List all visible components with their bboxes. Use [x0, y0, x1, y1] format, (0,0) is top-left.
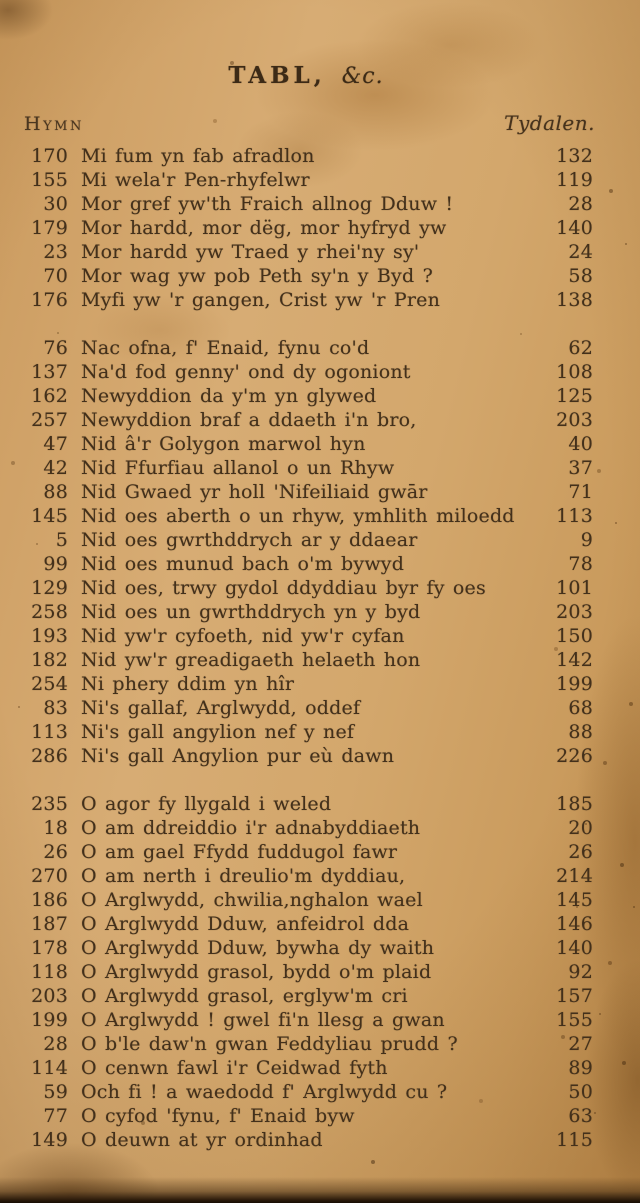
table-row	[0, 552, 640, 576]
page-number: 199	[556, 673, 593, 695]
page-number: 9	[580, 529, 593, 551]
table-row	[0, 840, 640, 864]
first-line: Mor hardd yw Traed y rhei'ny sy'	[81, 241, 420, 263]
hymn-number: 77	[43, 1105, 68, 1127]
page-number: 226	[556, 745, 593, 767]
table-row	[0, 816, 640, 840]
first-line: Nid Gwaed yr holl 'Nifeiliaid gwār	[81, 481, 428, 503]
table-row	[0, 648, 640, 672]
hymn-number: 199	[31, 1009, 68, 1031]
table-row	[0, 432, 640, 456]
table-row	[0, 864, 640, 888]
table-row	[0, 384, 640, 408]
page-number: 50	[568, 1081, 593, 1103]
first-line: Ni's gall angylion nef y nef	[81, 721, 355, 743]
first-line: O Arglwydd grasol, bydd o'm plaid	[81, 961, 432, 983]
hymn-number: 30	[43, 193, 68, 215]
first-line: Nid yw'r greadigaeth helaeth hon	[81, 649, 421, 671]
page-number: 63	[568, 1105, 593, 1127]
table-row	[0, 1032, 640, 1056]
page-number: 119	[556, 169, 593, 191]
page-title-main: TABL,	[228, 62, 326, 89]
table-row	[0, 576, 640, 600]
first-line: O am gael Ffydd fuddugol fawr	[81, 841, 398, 863]
hymn-column-header: Hymn	[24, 113, 84, 135]
first-line: Nac ofna, f' Enaid, fynu co'd	[81, 337, 370, 359]
first-line: Ni phery ddim yn hîr	[81, 673, 295, 695]
first-line: Mor wag yw pob Peth sy'n y Byd ?	[81, 265, 433, 287]
page-number: 101	[556, 577, 593, 599]
table-row	[0, 792, 640, 816]
page-number: 24	[568, 241, 593, 263]
table-row	[0, 360, 640, 384]
hymn-number: 149	[31, 1129, 68, 1151]
page-number: 28	[568, 193, 593, 215]
page-title-etc: &c.	[341, 64, 384, 89]
page-number: 115	[556, 1129, 593, 1151]
first-line: O cenwn fawl i'r Ceidwad fyth	[81, 1057, 388, 1079]
hymn-number: 59	[43, 1081, 68, 1103]
first-line: Na'd fod genny' ond dy ogoniont	[81, 361, 411, 383]
hymn-number: 114	[31, 1057, 68, 1079]
first-line: Nid oes aberth o un rhyw, ymhlith miloedd	[81, 505, 515, 527]
table-row	[0, 1104, 640, 1128]
first-line: O Arglwydd Dduw, bywha dy waith	[81, 937, 435, 959]
page-number: 150	[556, 625, 593, 647]
page-number: 140	[556, 937, 593, 959]
table-row	[0, 624, 640, 648]
page-number: 78	[568, 553, 593, 575]
page-number: 113	[556, 505, 593, 527]
first-line: O Arglwydd, chwilia,nghalon wael	[81, 889, 423, 911]
page-number: 20	[568, 817, 593, 839]
hymn-number: 182	[31, 649, 68, 671]
first-line: O cyfod 'fynu, f' Enaid byw	[81, 1105, 355, 1127]
table-row	[0, 504, 640, 528]
first-line: Nid oes un gwrthddrych yn y byd	[81, 601, 421, 623]
hymn-number: 186	[31, 889, 68, 911]
first-line: O agor fy llygald i weled	[81, 793, 332, 815]
page-number: 140	[556, 217, 593, 239]
column-headers	[0, 111, 640, 135]
hymn-number: 83	[43, 697, 68, 719]
first-line: Nid oes, trwy gydol ddyddiau byr fy oes	[81, 577, 486, 599]
first-line: O Arglwydd Dduw, anfeidrol dda	[81, 913, 410, 935]
hymn-table-body	[0, 144, 640, 1152]
hymn-number: 179	[31, 217, 68, 239]
hymn-number: 254	[31, 673, 68, 695]
page-number: 26	[568, 841, 593, 863]
hymn-number: 270	[31, 865, 68, 887]
page-number: 58	[568, 265, 593, 287]
hymn-number: 176	[31, 289, 68, 311]
table-row	[0, 168, 640, 192]
page-number: 142	[556, 649, 593, 671]
hymn-number: 155	[31, 169, 68, 191]
first-line: O b'le daw'n gwan Feddyliau prudd ?	[81, 1033, 458, 1055]
table-row	[0, 696, 640, 720]
page-number: 132	[556, 145, 593, 167]
table-row	[0, 480, 640, 504]
table-row	[0, 1128, 640, 1152]
table-row	[0, 408, 640, 432]
page-number: 89	[568, 1057, 593, 1079]
first-line: Newyddion da y'm yn glywed	[81, 385, 377, 407]
table-row	[0, 144, 640, 168]
first-line: Mor hardd, mor dëg, mor hyfryd yw	[81, 217, 447, 239]
table-row	[0, 936, 640, 960]
table-row	[0, 264, 640, 288]
hymn-group	[0, 792, 640, 1152]
hymn-number: 162	[31, 385, 68, 407]
table-row	[0, 888, 640, 912]
first-line: Nid yw'r cyfoeth, nid yw'r cyfan	[81, 625, 405, 647]
page-number: 157	[556, 985, 593, 1007]
hymn-number: 118	[31, 961, 68, 983]
table-row	[0, 600, 640, 624]
first-line: Nid oes gwrthddrych ar y ddaear	[81, 529, 418, 551]
page-number: 138	[556, 289, 593, 311]
page-number: 146	[556, 913, 593, 935]
hymn-number: 28	[43, 1033, 68, 1055]
first-line: O deuwn at yr ordinhad	[81, 1129, 323, 1151]
table-row	[0, 216, 640, 240]
table-row	[0, 288, 640, 312]
hymn-number: 286	[31, 745, 68, 767]
hymn-number: 129	[31, 577, 68, 599]
hymn-number: 203	[31, 985, 68, 1007]
hymn-number: 99	[43, 553, 68, 575]
hymn-number: 88	[43, 481, 68, 503]
hymn-number: 257	[31, 409, 68, 431]
first-line: Mi wela'r Pen-rhyfelwr	[81, 169, 310, 191]
table-row	[0, 456, 640, 480]
page-number: 203	[556, 601, 593, 623]
hymn-number: 137	[31, 361, 68, 383]
page-number: 125	[556, 385, 593, 407]
hymn-number: 18	[43, 817, 68, 839]
page-title	[0, 62, 626, 89]
hymn-number: 26	[43, 841, 68, 863]
table-row	[0, 240, 640, 264]
table-row	[0, 1056, 640, 1080]
hymn-number: 145	[31, 505, 68, 527]
table-row	[0, 672, 640, 696]
hymn-number: 258	[31, 601, 68, 623]
first-line: Nid â'r Golygon marwol hyn	[81, 433, 366, 455]
table-row	[0, 528, 640, 552]
page-number: 62	[568, 337, 593, 359]
hymn-number: 235	[31, 793, 68, 815]
hymn-number: 70	[43, 265, 68, 287]
first-line: O Arglwydd grasol, erglyw'm cri	[81, 985, 408, 1007]
table-row	[0, 336, 640, 360]
hymn-number: 193	[31, 625, 68, 647]
hymn-number: 23	[43, 241, 68, 263]
page-column-header: Tydalen.	[504, 111, 595, 135]
page-number: 185	[556, 793, 593, 815]
hymn-number: 47	[43, 433, 68, 455]
first-line: Mi fum yn fab afradlon	[81, 145, 315, 167]
page-number: 71	[568, 481, 593, 503]
table-row	[0, 984, 640, 1008]
table-row	[0, 744, 640, 768]
table-row	[0, 1008, 640, 1032]
page-number: 27	[568, 1033, 593, 1055]
hymn-number: 170	[31, 145, 68, 167]
first-line: Nid oes munud bach o'm bywyd	[81, 553, 405, 575]
first-line: Ni's gall Angylion pur eù dawn	[81, 745, 395, 767]
table-row	[0, 960, 640, 984]
page-number: 108	[556, 361, 593, 383]
table-row	[0, 912, 640, 936]
page-number: 40	[568, 433, 593, 455]
page-number: 145	[556, 889, 593, 911]
page-number: 68	[568, 697, 593, 719]
hymn-number: 187	[31, 913, 68, 935]
first-line: Och fi ! a waedodd f' Arglwydd cu ?	[81, 1081, 448, 1103]
page-number: 37	[568, 457, 593, 479]
page-number: 92	[568, 961, 593, 983]
first-line: O Arglwydd ! gwel fi'n llesg a gwan	[81, 1009, 445, 1031]
hymn-number: 178	[31, 937, 68, 959]
first-line: Mor gref yw'th Fraich allnog Dduw !	[81, 193, 454, 215]
first-line: Ni's gallaf, Arglwydd, oddef	[81, 697, 361, 719]
page-number: 214	[556, 865, 593, 887]
page-number: 203	[556, 409, 593, 431]
table-row	[0, 1080, 640, 1104]
table-row	[0, 192, 640, 216]
hymn-number: 76	[43, 337, 68, 359]
first-line: O am nerth i dreulio'm dyddiau,	[81, 865, 406, 887]
first-line: Nid Ffurfiau allanol o un Rhyw	[81, 457, 395, 479]
first-line: O am ddreiddio i'r adnabyddiaeth	[81, 817, 421, 839]
table-row	[0, 720, 640, 744]
page-number: 155	[556, 1009, 593, 1031]
hymn-group	[0, 336, 640, 768]
hymn-group	[0, 144, 640, 312]
hymn-number: 113	[31, 721, 68, 743]
first-line: Newyddion braf a ddaeth i'n bro,	[81, 409, 417, 431]
first-line: Myfi yw 'r gangen, Crist yw 'r Pren	[81, 289, 441, 311]
hymn-number: 42	[43, 457, 68, 479]
hymn-number: 5	[55, 529, 68, 551]
page-number: 88	[568, 721, 593, 743]
